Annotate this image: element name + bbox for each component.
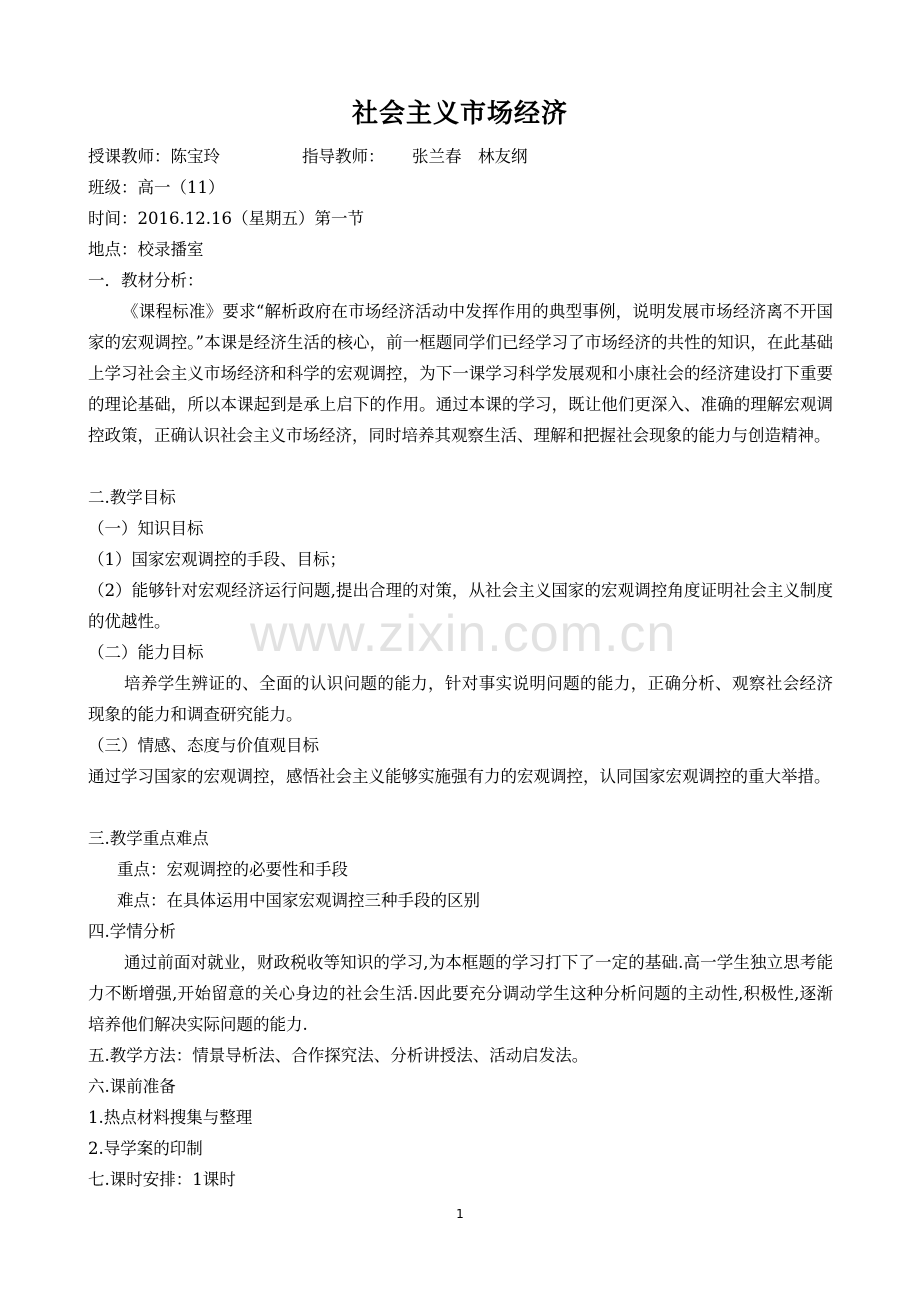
prep-item-1: 1.热点材料搜集与整理 xyxy=(88,1108,253,1127)
place-line: 地点：校录播室 xyxy=(88,240,204,259)
watermark: www.zixin.com.cn xyxy=(250,605,677,663)
section-heading-6: 六.课前准备 xyxy=(88,1077,176,1096)
page-number: 1 xyxy=(456,1207,464,1221)
section-heading-1: 一．教材分析： xyxy=(88,271,204,290)
supervisor-label: 指导教师： xyxy=(302,147,385,166)
ability-goal-body: 培养学生辨证的、全面的认识问题的能力，针对事实说明问题的能力，正确分析、观察社会经济现象的能力和调查研究能力。 xyxy=(88,674,833,724)
knowledge-goal-1: （1）国家宏观调控的手段、目标； xyxy=(88,550,346,569)
section-5-line: 五.教学方法：情景导析法、合作探究法、分析讲授法、活动启发法。 xyxy=(88,1046,589,1065)
page-title: 社会主义市场经济 xyxy=(351,99,568,129)
difficult-point: 难点：在具体运用中国家宏观调控三种手段的区别 xyxy=(117,891,480,910)
section-heading-3: 三.教学重点难点 xyxy=(88,829,209,848)
section-heading-2: 二.教学目标 xyxy=(88,488,176,507)
knowledge-goal-2: （2）能够针对宏观经济运行问题,提出合理的对策，从社会主义国家的宏观调控角度证明社会主义制度的优越性。 xyxy=(88,581,833,631)
section-body-4: 通过前面对就业，财政税收等知识的学习,为本框题的学习打下了一定的基础.高一学生独立思考能力不断增强,开始留意的关心身边的社会生活.因此要充分调动学生这种分析问题的主动性,积极性,逐渐培养他们解决实际问题的能力. xyxy=(88,953,833,1034)
section-7-line: 七.课时安排：1课时 xyxy=(88,1170,236,1189)
supervisor-names: 张兰春 林友纲 xyxy=(412,147,528,166)
key-point: 重点：宏观调控的必要性和手段 xyxy=(117,860,348,879)
class-line: 班级：高一（11） xyxy=(88,178,225,197)
emotion-goal-body: 通过学习国家的宏观调控，感悟社会主义能够实施强有力的宏观调控，认同国家宏观调控的重大举措。 xyxy=(88,767,831,786)
knowledge-goal-heading: （一）知识目标 xyxy=(88,519,204,538)
time-line: 时间：2016.12.16（星期五）第一节 xyxy=(88,209,364,228)
section-heading-4: 四.学情分析 xyxy=(88,922,176,941)
teacher-row xyxy=(88,141,833,172)
prep-item-2: 2.导学案的印制 xyxy=(88,1139,203,1158)
teacher-label: 授课教师：陈宝玲 xyxy=(88,147,220,166)
emotion-goal-heading: （三）情感、态度与价值观目标 xyxy=(88,736,319,755)
section-body-1: 《课程标准》要求“解析政府在市场经济活动中发挥作用的典型事例，说明发展市场经济离不开国家的宏观调控。”本课是经济生活的核心，前一框题同学们已经学习了市场经济的共性的知识，在此基础上学习社会主义市场经济和科学的宏观调控，为下一课学习科学发展观和小康社会的经济建设打下重要的理论基础，所以本课起到是承上启下的作用。通过本课的学习，既让他们更深入、准确的理解宏观调控政策，正确认识社会主义市场经济，同时培养其观察生活、理解和把握社会现象的能力与创造精神。 xyxy=(88,302,833,445)
ability-goal-heading: （二）能力目标 xyxy=(88,643,204,662)
